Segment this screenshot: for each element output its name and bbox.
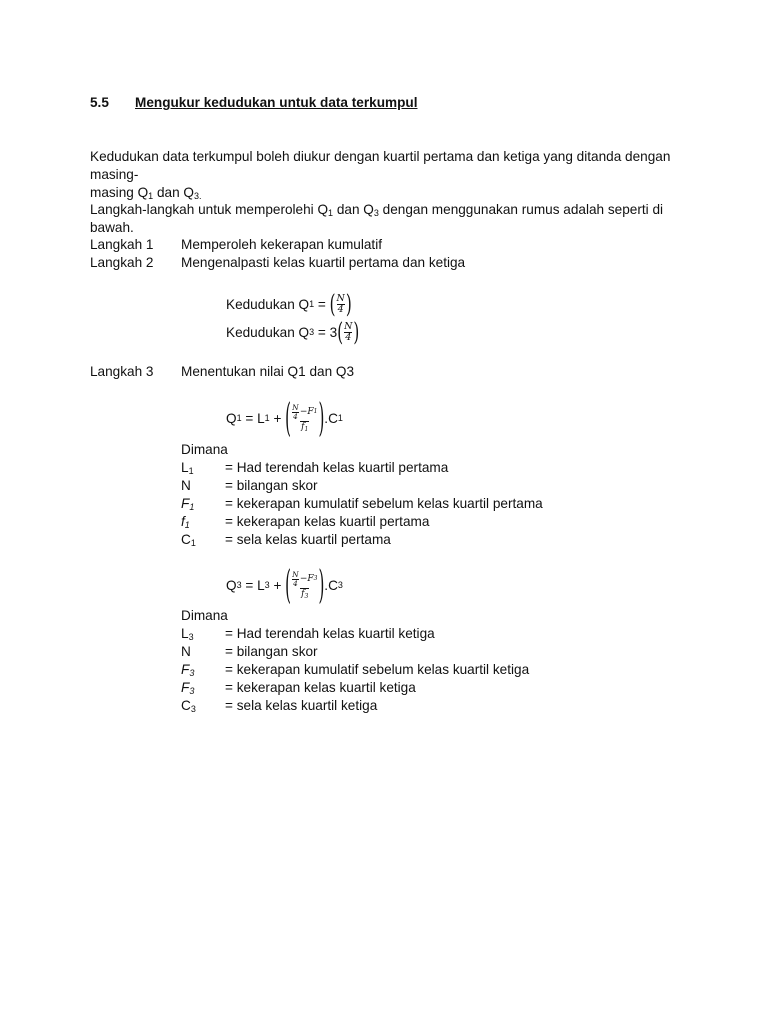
subscript: 3 [189,668,195,678]
subscript: 1 [189,502,195,512]
left-paren: ( [337,316,344,348]
subscript: 1 [184,520,190,530]
definition-text: = Had terendah kelas kuartil pertama [225,460,449,475]
step-label: Langkah 2 [90,255,154,270]
variable: f [301,421,305,432]
right-paren: ) [345,288,352,320]
subscript: 1 [190,538,196,548]
definition-text: = kekerapan kumulatif sebelum kelas kuartil pertama [225,496,543,511]
formula-text: + [269,410,286,426]
intro-text: dengan menggunakan rumus adalah seperti di bawah. [90,202,664,235]
symbol-letter: F [181,680,190,695]
step-label: Langkah 3 [90,364,154,379]
position-formula-q1: Kedudukan Q 1 = ( $\frac{N}{4}$ ) [226,288,352,320]
formula-text: = [314,324,330,340]
inner-fraction [292,571,299,588]
formula-text: Kedudukan Q [226,324,310,340]
variable: F [307,406,314,417]
fraction-numerator: N [292,402,299,412]
definition-symbol [181,644,191,660]
definition-text: = kekerapan kumulatif sebelum kelas kuartil ketiga [225,662,530,677]
fraction [291,571,318,600]
formula-text: Q [226,577,237,593]
left-paren: ( [285,394,292,442]
symbol-letter: C [181,532,191,547]
definition-symbol [181,698,196,714]
definition-symbol [181,496,194,512]
right-paren: ) [353,316,360,348]
intro-text: dan Q [153,185,194,200]
symbol-letter: L [181,626,189,641]
right-paren: ) [318,561,325,609]
symbol-letter: N [181,644,191,659]
fraction-numerator: N [292,569,299,579]
variable: F [307,573,314,584]
definition-symbol [181,478,191,494]
fraction-denominator: 4 [345,331,352,343]
steps-intro-paragraph [90,201,680,237]
variable: f [301,588,305,599]
step-label: Langkah 1 [90,237,154,252]
fraction-denominator: 4 [293,411,298,421]
subscript: 3 [373,208,379,218]
definition-text: = kekerapan kelas kuartil ketiga [225,680,416,695]
section-number: 5.5 [90,95,109,110]
subscript: 1 [304,425,309,433]
fraction-numerator: N [336,292,345,304]
formula-text: .C [324,410,338,426]
formula-coefficient: 3 [329,324,338,340]
subscript: 1 [148,191,154,201]
definition-text: = kekerapan kelas kuartil pertama [225,514,430,529]
left-paren: ( [285,561,292,609]
fraction-numerator: $\frac{N}{4}$ − F 3 [292,569,318,588]
fraction-numerator: $\frac{N}{4}$ − F 1 [292,402,318,421]
definition-symbol [181,514,190,530]
definition-symbol [181,680,194,696]
fraction-numerator: N [344,320,353,332]
formula-text: + [269,577,286,593]
formula-text: = L [241,410,265,426]
symbol-letter: F [181,496,190,511]
section-title: Mengukur kedudukan untuk data terkumpul [135,95,418,110]
symbol-letter: f [181,514,185,529]
symbol-letter: C [181,698,191,713]
formula-text: Kedudukan Q [226,296,310,312]
definition-text: = bilangan skor [225,644,318,659]
position-formula-q3: Kedudukan Q 3 = 3 ( $\frac{N}{4}$ ) [226,316,360,348]
fraction [291,404,318,433]
symbol-letter: L [181,460,189,475]
value-formula-q3: Q 3 = L 3 + ( $\frac{N}{4}$ − F 3 $f_3$ ) .C 3 [226,561,343,609]
symbol-letter: N [181,478,191,493]
right-paren: ) [318,394,325,442]
intro-text: Langkah-langkah untuk memperolehi Q [90,202,329,217]
intro-paragraph [90,148,680,202]
symbol-letter: F [181,662,190,677]
fraction-denominator [300,588,309,600]
intro-text: masing Q [90,185,149,200]
left-paren: ( [329,288,336,320]
definition-symbol [181,662,194,678]
value-formula-q1: Q 1 = L 1 + ( $\frac{N}{4}$ − F 1 $f_1$ ) .C 1 [226,394,343,442]
subscript: 3 [304,592,309,600]
step-description: Memperoleh kekerapan kumulatif [181,237,382,252]
definition-text: = Had terendah kelas kuartil ketiga [225,626,435,641]
subscript: 3 [190,704,196,714]
formula-text: = L [241,577,265,593]
subscript: 1 [188,466,194,476]
formula-text: = [314,296,330,312]
fraction [343,322,353,343]
fraction-denominator: 4 [337,303,344,315]
fraction [336,294,346,315]
definition-text: = sela kelas kuartil pertama [225,532,391,547]
formula-text: Q [226,410,237,426]
fraction-denominator: 4 [293,578,298,588]
definition-symbol [181,532,196,548]
subscript: 3 [188,632,194,642]
definition-text: = sela kelas kuartil ketiga [225,698,378,713]
definition-text: = bilangan skor [225,478,318,493]
inner-fraction [292,404,299,421]
definition-symbol [181,626,194,642]
subscript: 3. [194,191,202,201]
where-label: Dimana [181,608,228,623]
intro-line-1: Kedudukan data terkumpul boleh diukur dengan kuartil pertama dan ketiga yang ditanda dengan masing- [90,149,671,182]
definition-symbol [181,460,194,476]
fraction-denominator [300,421,309,433]
step-description: Menentukan nilai Q1 dan Q3 [181,364,355,379]
where-label: Dimana [181,442,228,457]
subscript: 3 [189,686,195,696]
formula-text: .C [324,577,338,593]
subscript: 1 [328,208,334,218]
intro-text: dan Q [333,202,374,217]
step-description: Mengenalpasti kelas kuartil pertama dan ketiga [181,255,466,270]
